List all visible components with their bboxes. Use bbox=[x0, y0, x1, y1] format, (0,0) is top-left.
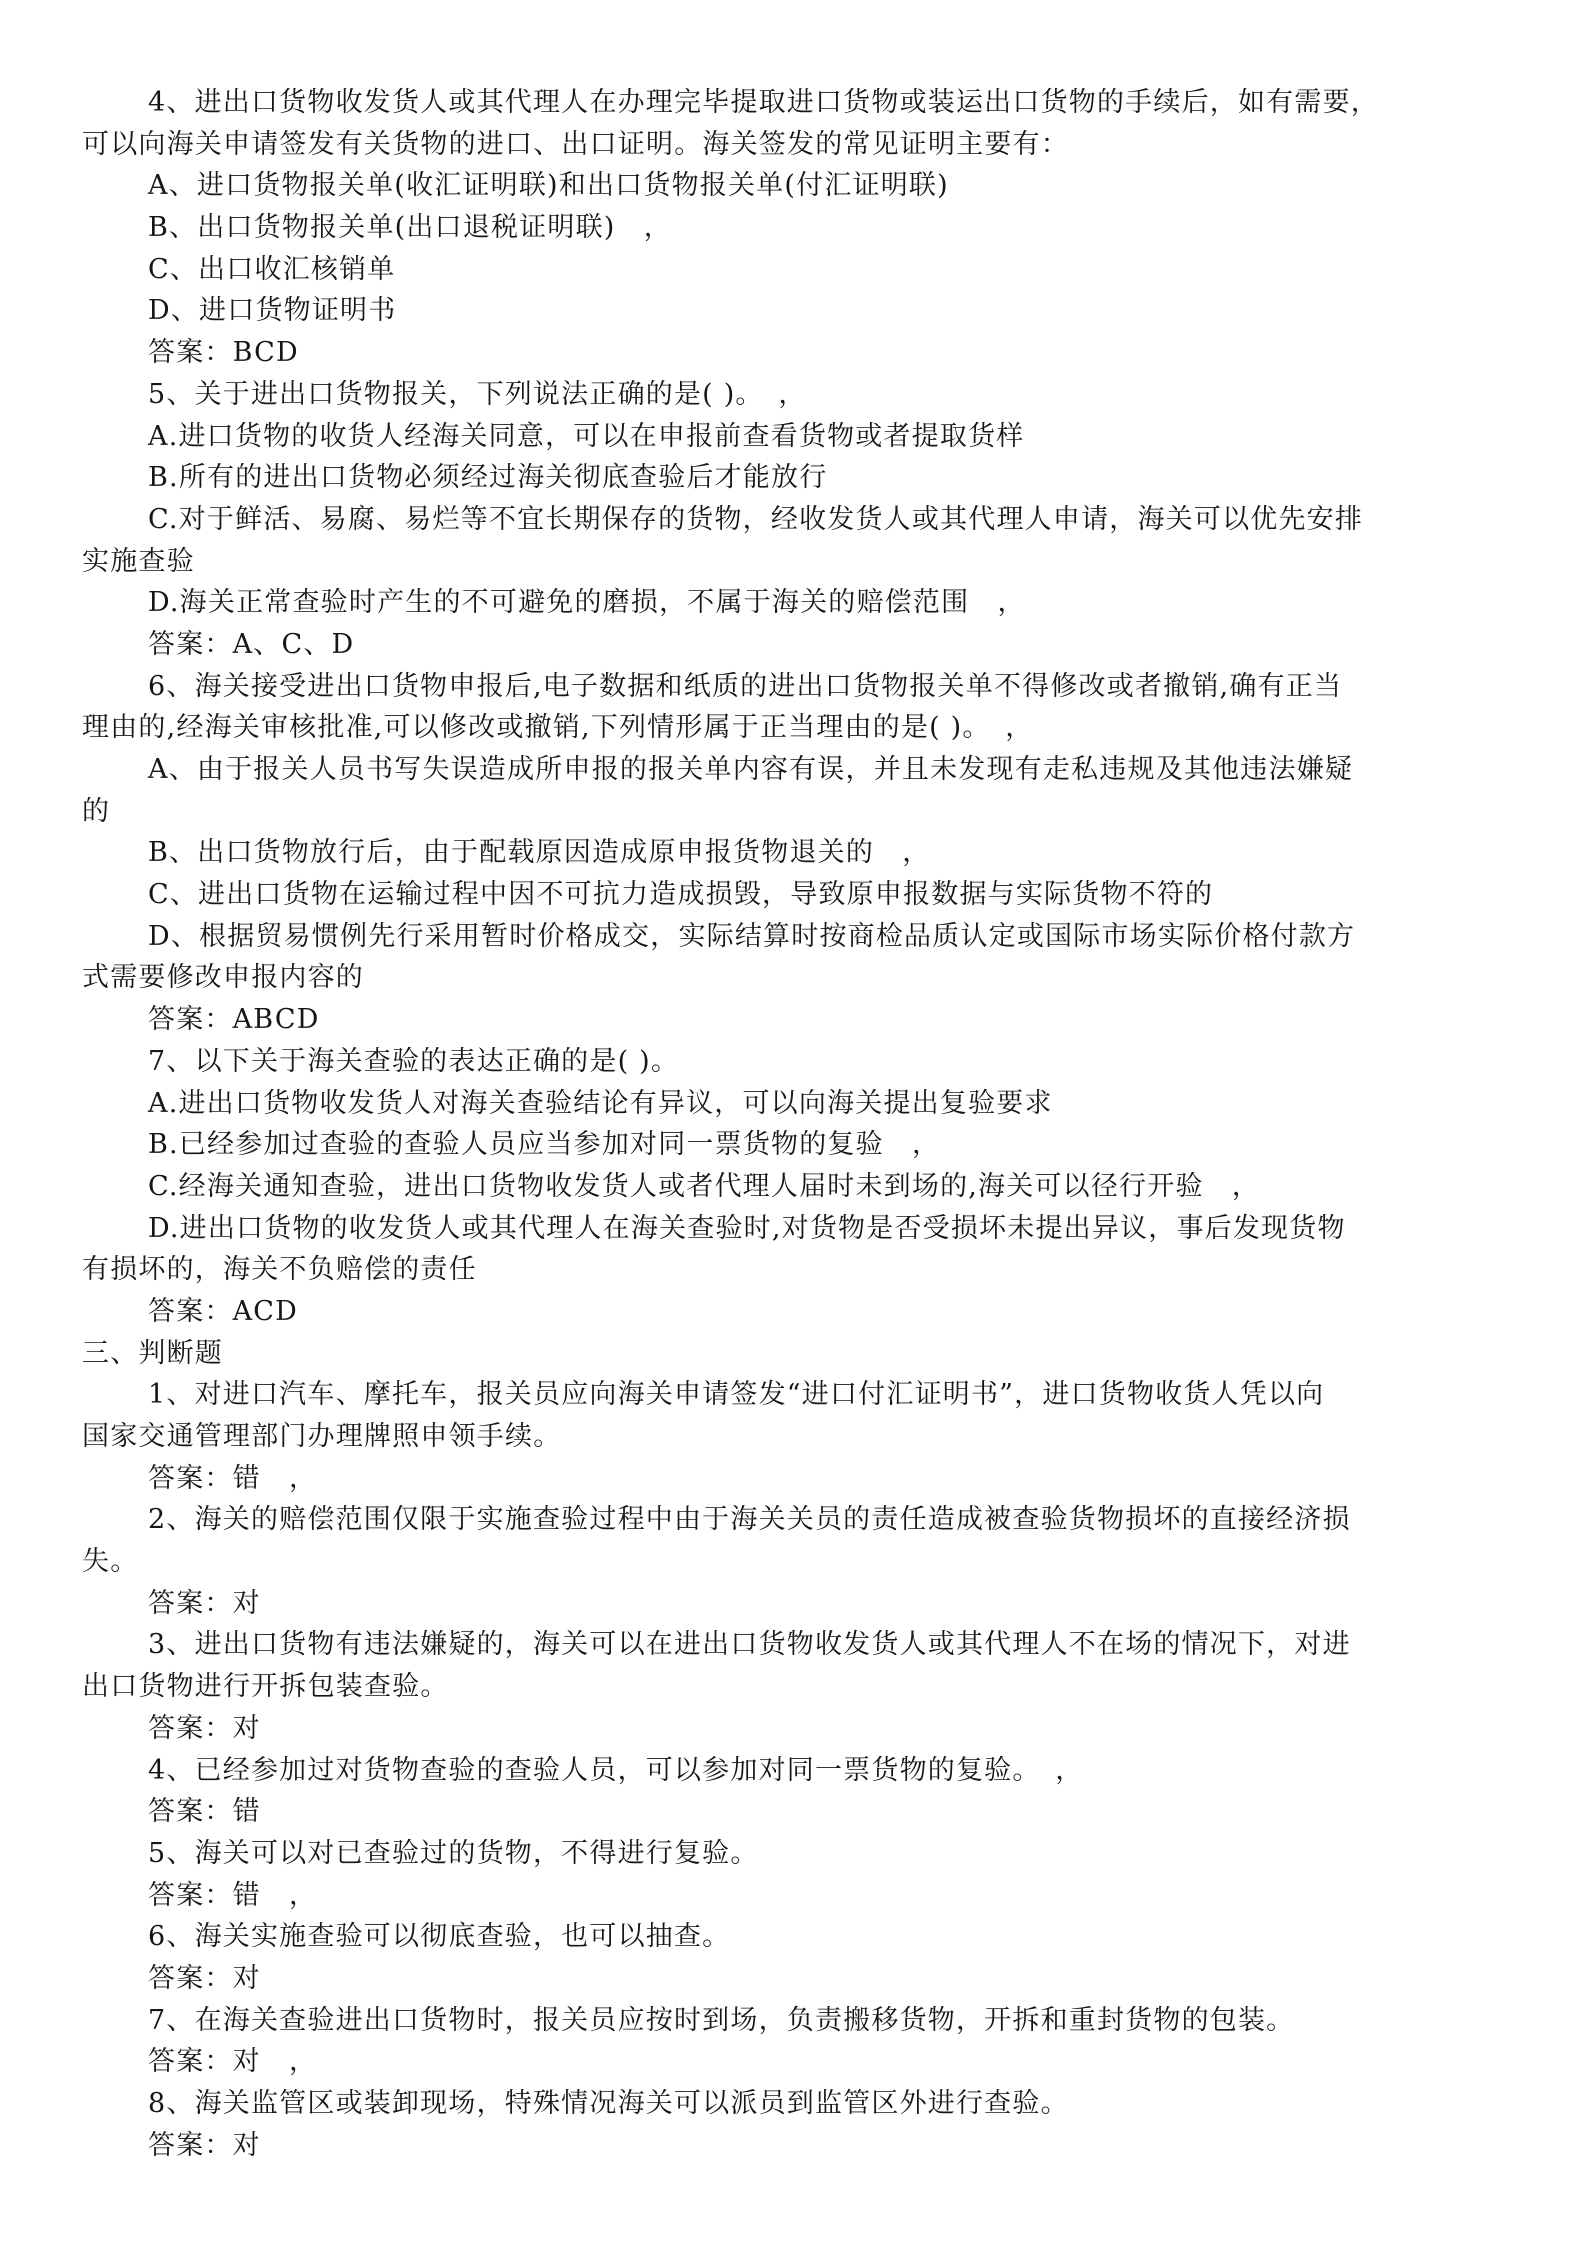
text-line: 答案：ABCD bbox=[148, 1004, 320, 1036]
text-line: C、进出口货物在运输过程中因不可抗力造成损毁，导致原申报数据与实际货物不符的 bbox=[148, 879, 1214, 911]
text-line: 答案：A、C、D bbox=[148, 628, 355, 660]
text-line: D、根据贸易惯例先行采用暂时价格成交，实际结算时按商检品质认定或国际市场实际价格付款方 bbox=[148, 920, 1356, 952]
text-line: B.已经参加过查验的查验人员应当参加对同一票货物的复验 ， bbox=[148, 1129, 941, 1161]
text-line: 有损坏的，海关不负赔偿的责任 bbox=[82, 1254, 477, 1286]
text-line: 4、进出口货物收发货人或其代理人在办理完毕提取进口货物或装运出口货物的手续后，如有需要， bbox=[148, 87, 1379, 118]
text-line: 6、海关实施查验可以彻底查验，也可以抽查。 bbox=[148, 1921, 731, 1953]
text-line: 理由的,经海关审核批准,可以修改或撤销,下列情形属于正当理由的是( )。 ， bbox=[82, 712, 1034, 744]
text-line: 答案：对 ， bbox=[148, 2046, 318, 2078]
text-line: 2、海关的赔偿范围仅限于实施查验过程中由于海关关员的责任造成被查验货物损坏的直接经济损 bbox=[148, 1504, 1351, 1536]
text-line: 出口货物进行开拆包装查验。 bbox=[82, 1671, 449, 1703]
text-line: 1、对进口汽车、摩托车，报关员应向海关申请签发“进口付汇证明书”，进口货物收货人凭以向 bbox=[148, 1379, 1325, 1411]
text-line: 4、已经参加过对货物查验的查验人员，可以参加对同一票货物的复验。 ， bbox=[148, 1754, 1084, 1786]
text-line: D.海关正常查验时产生的不可避免的磨损，不属于海关的赔偿范围 ， bbox=[148, 587, 1026, 619]
text-line: 失。 bbox=[82, 1546, 139, 1578]
text-line: A、由于报关人员书写失误造成所申报的报关单内容有误，并且未发现有走私违规及其他违法嫌疑 bbox=[148, 754, 1354, 785]
text-line: 答案：错 ， bbox=[148, 1879, 318, 1911]
text-line: C.经海关通知查验，进出口货物收发货人或者代理人届时未到场的,海关可以径行开验 ， bbox=[148, 1170, 1261, 1202]
text-line: C.对于鲜活、易腐、易烂等不宜长期保存的货物，经收发货人或其代理人申请，海关可以优先安排 bbox=[148, 503, 1364, 535]
text-line: 实施查验 bbox=[82, 545, 195, 577]
text-line: B、出口货物放行后，由于配载原因造成原申报货物退关的 ， bbox=[148, 837, 931, 869]
text-line: 式需要修改申报内容的 bbox=[82, 962, 364, 994]
text-line: 的 bbox=[82, 795, 111, 827]
text-line: C、出口收汇核销单 bbox=[148, 253, 396, 285]
text-line: 答案：对 bbox=[148, 1962, 261, 1994]
text-line: 国家交通管理部门办理牌照申领手续。 bbox=[82, 1421, 562, 1452]
text-line: 7、以下关于海关查验的表达正确的是( )。 bbox=[148, 1045, 680, 1077]
text-line: D、进口货物证明书 bbox=[148, 295, 397, 327]
text-line: 可以向海关申请签发有关货物的进口、出口证明。海关签发的常见证明主要有： bbox=[82, 128, 1069, 160]
text-line: B.所有的进出口货物必须经过海关彻底查验后才能放行 bbox=[148, 462, 828, 494]
text-line: D.进出口货物的收发货人或其代理人在海关查验时,对货物是否受损坏未提出异议，事后发现货物 bbox=[148, 1212, 1346, 1244]
text-line: A、进口货物报关单(收汇证明联)和出口货物报关单(付汇证明联) bbox=[148, 170, 949, 202]
text-line: 5、海关可以对已查验过的货物，不得进行复验。 bbox=[148, 1837, 759, 1869]
text-line: 答案：BCD bbox=[148, 337, 299, 369]
text-line: 8、海关监管区或装卸现场，特殊情况海关可以派员到监管区外进行查验。 bbox=[148, 2088, 1069, 2119]
text-line: 答案：错 ， bbox=[148, 1462, 318, 1494]
text-line: 答案：对 bbox=[148, 2129, 261, 2161]
text-line: 3、进出口货物有违法嫌疑的，海关可以在进出口货物收发货人或其代理人不在场的情况下，对进 bbox=[148, 1629, 1351, 1661]
text-line: A.进口货物的收货人经海关同意，可以在申报前查看货物或者提取货样 bbox=[148, 420, 1025, 452]
text-line: 答案：对 bbox=[148, 1587, 261, 1619]
text-line: 答案：对 bbox=[148, 1712, 261, 1744]
text-line: 答案：ACD bbox=[148, 1295, 299, 1327]
text-line: A.进出口货物收发货人对海关查验结论有异议，可以向海关提出复验要求 bbox=[148, 1087, 1053, 1119]
text-line: 7、在海关查验进出口货物时，报关员应按时到场，负责搬移货物，开拆和重封货物的包装。 bbox=[148, 2004, 1295, 2036]
text-line: 答案：错 bbox=[148, 1796, 261, 1828]
text-line: B、出口货物报关单(出口退税证明联) ， bbox=[148, 212, 672, 244]
text-line: 三、判断题 bbox=[82, 1337, 223, 1369]
text-line: 5、关于进出口货物报关，下列说法正确的是( )。 ， bbox=[148, 378, 807, 410]
text-line: 6、海关接受进出口货物申报后,电子数据和纸质的进出口货物报关单不得修改或者撤销,确有正当 bbox=[148, 670, 1343, 702]
